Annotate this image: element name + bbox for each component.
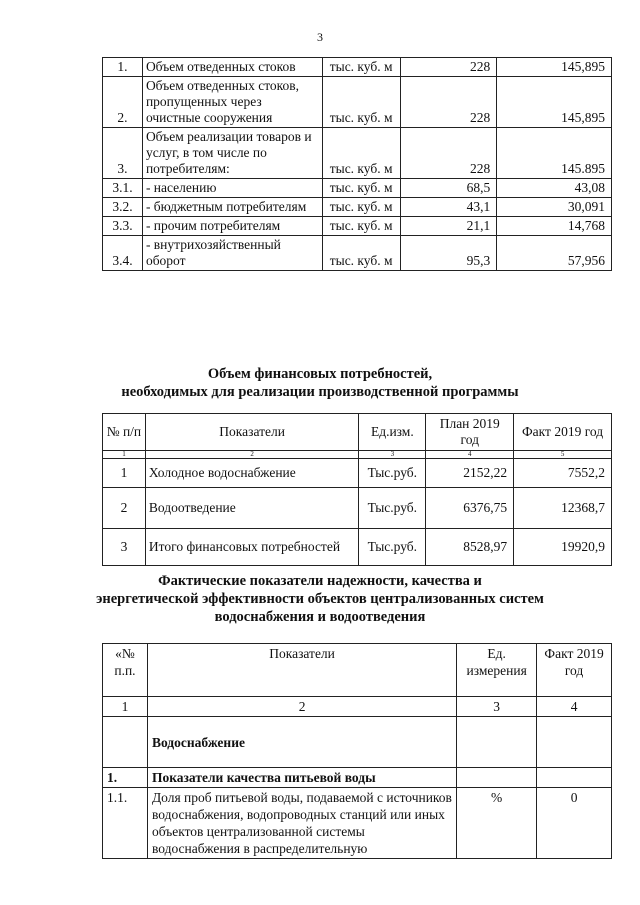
index-cell: 1 [103,451,146,459]
row-fact: 145,895 [497,58,612,77]
row-plan: 8528,97 [426,529,514,566]
table-row [103,488,612,529]
subsection-title: Показатели качества питьевой воды [147,768,456,788]
row-fact: 43,08 [497,179,612,198]
table-header-row [103,644,612,697]
header-num: «№ п.п. [103,644,148,697]
table-row [103,459,612,488]
row-name: Водоотведение [145,488,358,529]
reliability-indicators-heading [0,572,640,626]
index-cell: 4 [537,697,612,717]
row-plan: 43,1 [400,198,497,217]
header-name: Показатели [145,414,358,451]
row-fact: 12368,7 [514,488,612,529]
row-plan: 68,5 [400,179,497,198]
index-cell: 4 [426,451,514,459]
table-header-row [103,414,612,451]
table-row [103,179,612,198]
row-plan: 228 [400,77,497,128]
section-row [103,717,612,768]
volume-table [102,57,612,271]
heading-line: Фактические показатели надежности, качества и [158,573,482,589]
row-number: 3.4. [103,236,143,271]
row-fact: 0 [537,788,612,859]
row-unit: тыс. куб. м [322,179,400,198]
page-number: 3 [317,30,323,44]
header-num: № п/п [103,414,146,451]
table-row [103,58,612,77]
header-name: Показатели [147,644,456,697]
row-name: Объем отведенных стоков, пропущенных через очистные сооружения [142,77,322,128]
row-unit: тыс. куб. м [322,198,400,217]
row-unit: тыс. куб. м [322,128,400,179]
row-unit: Тыс.руб. [359,529,426,566]
row-number: 3.1. [103,179,143,198]
row-plan: 21,1 [400,217,497,236]
row-unit: Тыс.руб. [359,488,426,529]
row-plan: 228 [400,58,497,77]
row-fact: 57,956 [497,236,612,271]
row-name: - внутрихозяйственный оборот [142,236,322,271]
header-unit: Ед.изм. [359,414,426,451]
index-cell: 1 [103,697,148,717]
row-fact: 145.895 [497,128,612,179]
row-fact: 19920,9 [514,529,612,566]
table-row [103,788,612,859]
index-cell: 2 [145,451,358,459]
row-number: 3. [103,128,143,179]
header-plan: План 2019 год [426,414,514,451]
index-row [103,451,612,459]
index-cell: 3 [359,451,426,459]
heading-line: энергетической эффективности объектов централизованных систем [96,591,544,607]
row-number: 2 [103,488,146,529]
header-fact: Факт 2019 год [537,644,612,697]
row-fact: 14,768 [497,217,612,236]
row-number: 3 [103,529,146,566]
row-name: - бюджетным потребителям [142,198,322,217]
row-fact: 7552,2 [514,459,612,488]
row-name: Холодное водоснабжение [145,459,358,488]
row-name: - прочим потребителям [142,217,322,236]
heading-line: необходимых для реализации производственной программы [121,384,519,400]
row-name: Доля проб питьевой воды, подаваемой с источников водоснабжения, водопроводных станций или иных объектов централизованной системы водоснабжения в распределительную [147,788,456,859]
row-unit: тыс. куб. м [322,217,400,236]
row-fact: 145,895 [497,77,612,128]
table-row [103,529,612,566]
row-unit: % [457,788,537,859]
row-unit: тыс. куб. м [322,77,400,128]
heading-line: Объем финансовых потребностей, [207,366,433,382]
table-row [103,198,612,217]
row-plan: 6376,75 [426,488,514,529]
row-name: Объем реализации товаров и услуг, в том числе по потребителям: [142,128,322,179]
header-unit: Ед. измерения [457,644,537,697]
row-fact: 30,091 [497,198,612,217]
row-number: 1. [103,58,143,77]
row-number: 3.3. [103,217,143,236]
row-name: Итого финансовых потребностей [145,529,358,566]
index-cell: 3 [457,697,537,717]
row-unit: тыс. куб. м [322,58,400,77]
financial-needs-heading [0,365,640,401]
row-number: 2. [103,77,143,128]
index-row [103,697,612,717]
row-name: Объем отведенных стоков [142,58,322,77]
table-row [103,128,612,179]
row-number: 3.2. [103,198,143,217]
table-row [103,236,612,271]
index-cell: 2 [147,697,456,717]
reliability-indicators-table [102,643,612,859]
heading-line: водоснабжения и водоотведения [214,609,426,625]
row-unit: тыс. куб. м [322,236,400,271]
row-number: 1. [103,768,148,788]
index-cell: 5 [514,451,612,459]
row-number: 1 [103,459,146,488]
row-number: 1.1. [103,788,148,859]
table-row [103,77,612,128]
row-name: - населению [142,179,322,198]
row-unit: Тыс.руб. [359,459,426,488]
row-plan: 2152,22 [426,459,514,488]
table-row [103,217,612,236]
header-fact: Факт 2019 год [514,414,612,451]
subsection-row [103,768,612,788]
section-title: Водоснабжение [147,717,456,768]
row-plan: 95,3 [400,236,497,271]
financial-needs-table [102,413,612,566]
row-plan: 228 [400,128,497,179]
